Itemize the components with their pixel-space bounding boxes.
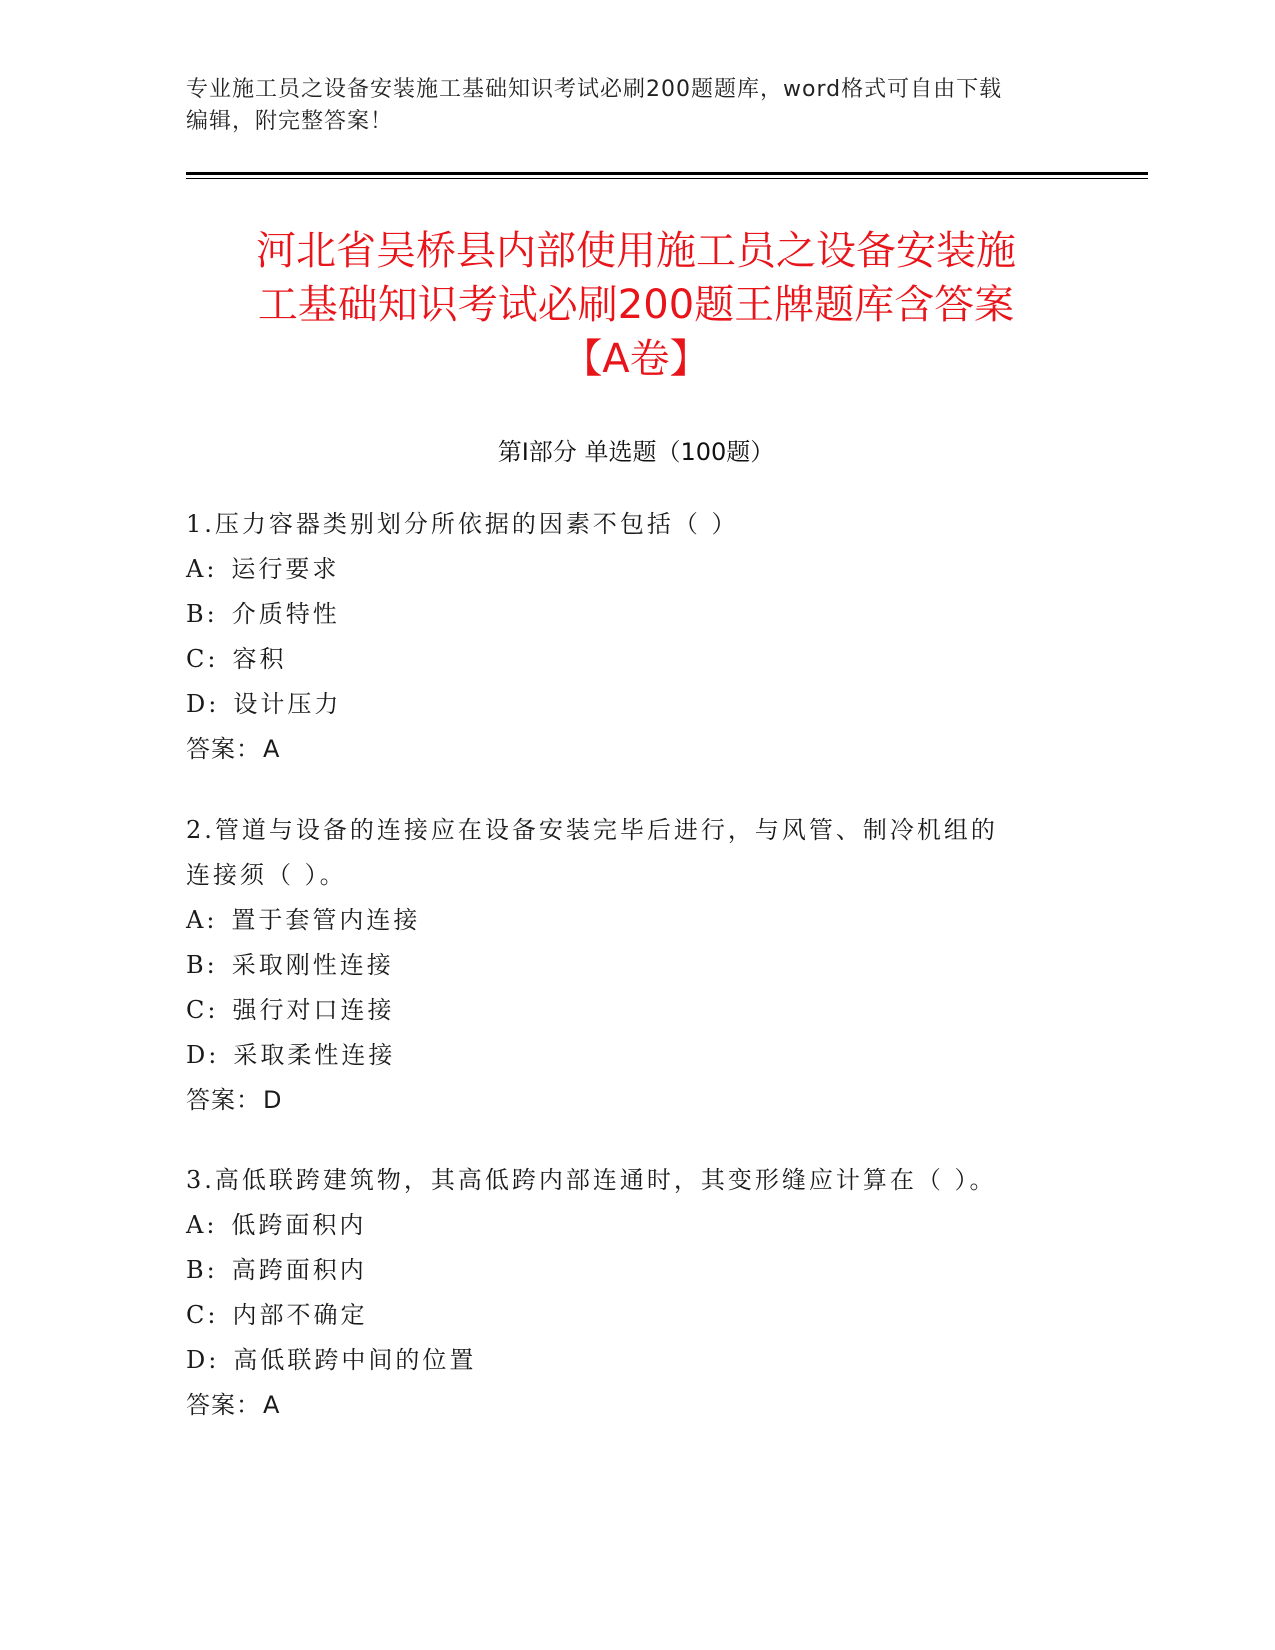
option-key: D: xyxy=(186,690,220,718)
option-text: 高低联跨中间的位置 xyxy=(233,1346,477,1374)
question-stem: 1.压力容器类别划分所依据的因素不包括（ ） xyxy=(186,510,739,538)
option-key: B: xyxy=(186,600,218,628)
header-note xyxy=(186,74,1086,138)
question-2 xyxy=(186,808,1086,1123)
option-key: D: xyxy=(186,1346,220,1374)
option-text: 介质特性 xyxy=(231,600,340,628)
question-stem-continued: 连接须（ ）。 xyxy=(186,861,347,889)
question-stem: 3.高低联跨建筑物，其高低跨内部连通时，其变形缝应计算在（ ）。 xyxy=(186,1166,997,1194)
answer-line xyxy=(186,727,1086,772)
option-text: 采取柔性连接 xyxy=(233,1041,396,1069)
option-a xyxy=(186,1203,1086,1248)
option-key: D: xyxy=(186,1041,220,1069)
answer-value: A xyxy=(263,1391,281,1419)
option-key: B: xyxy=(186,951,218,979)
question-1 xyxy=(186,502,1086,772)
option-a xyxy=(186,547,1086,592)
option-key: C: xyxy=(186,645,219,673)
option-text: 运行要求 xyxy=(231,555,340,583)
option-b xyxy=(186,592,1086,637)
title-line-1: 河北省吴桥县内部使用施工员之设备安装施 xyxy=(256,228,1016,274)
question-3 xyxy=(186,1158,1086,1428)
title-line-3: 【A卷】 xyxy=(562,336,710,382)
option-b xyxy=(186,1248,1086,1293)
option-key: A: xyxy=(186,906,218,934)
title-line-2: 工基础知识考试必刷200题王牌题库含答案 xyxy=(257,282,1015,328)
answer-line xyxy=(186,1078,1086,1123)
option-key: A: xyxy=(186,1211,218,1239)
option-c xyxy=(186,637,1086,682)
option-text: 低跨面积内 xyxy=(231,1211,367,1239)
document-title xyxy=(186,224,1086,386)
option-text: 强行对口连接 xyxy=(232,996,395,1024)
header-divider-thin xyxy=(186,178,1148,179)
answer-label: 答案： xyxy=(186,1086,261,1114)
option-text: 置于套管内连接 xyxy=(231,906,421,934)
answer-value: A xyxy=(263,735,281,763)
option-key: C: xyxy=(186,996,219,1024)
section-heading: 第Ⅰ部分 单选题（100题） xyxy=(497,438,775,466)
option-key: B: xyxy=(186,1256,218,1284)
answer-label: 答案： xyxy=(186,1391,261,1419)
option-text: 高跨面积内 xyxy=(231,1256,367,1284)
option-key: A: xyxy=(186,555,218,583)
option-d xyxy=(186,1338,1086,1383)
option-text: 容积 xyxy=(232,645,287,673)
header-divider-thick xyxy=(186,172,1148,175)
header-note-line-2: 编辑，附完整答案！ xyxy=(186,109,394,134)
option-d xyxy=(186,1033,1086,1078)
option-b xyxy=(186,943,1086,988)
option-text: 设计压力 xyxy=(233,690,342,718)
answer-value: D xyxy=(263,1086,283,1114)
option-text: 内部不确定 xyxy=(232,1301,368,1329)
option-c xyxy=(186,988,1086,1033)
option-key: C: xyxy=(186,1301,219,1329)
answer-label: 答案： xyxy=(186,735,261,763)
answer-line xyxy=(186,1383,1086,1428)
option-a xyxy=(186,898,1086,943)
option-d xyxy=(186,682,1086,727)
question-stem: 2.管道与设备的连接应在设备安装完毕后进行，与风管、制冷机组的 xyxy=(186,816,998,844)
header-note-line-1: 专业施工员之设备安装施工基础知识考试必刷200题题库，word格式可自由下载 xyxy=(186,77,1003,102)
option-c xyxy=(186,1293,1086,1338)
option-text: 采取刚性连接 xyxy=(231,951,394,979)
